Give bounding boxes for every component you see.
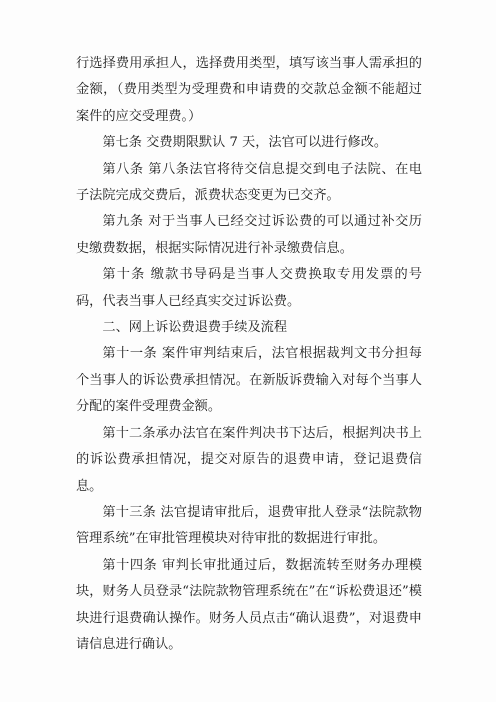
paragraph-continuation: 行选择费用承担人，选择费用类型，填写该当事人需承担的金额，（费用类型为受理费和申请费的交款总金额不能超过案件的应交受理费。） (76, 56, 422, 124)
paragraph-article-12: 第十二条承办法官在案件判决书下达后，根据判决书上的诉讼费承担情况，提交对原告的退费申请，登记退费信息。 (76, 425, 422, 494)
section-heading-refund: 二、网上诉讼费退费手续及流程 (102, 320, 288, 336)
paragraph-article-7: 第七条 交费期限默认 7 天，法官可以进行修改。 (102, 135, 388, 151)
paragraph-article-11: 第十一条 案件审判结束后，法官根据裁判文书分担每个当事人的诉讼费承担情况。在新版诉费输入对每个当事人分配的案件受理费金额。 (76, 346, 422, 415)
paragraph-article-8: 第八条 第八条法官将待交信息提交到电子法院、在电子法院完成交费后，派费状态变更为已交齐。 (76, 161, 422, 204)
paragraph-article-14: 第十四条 审判长审批通过后，数据流转至财务办理模块，财务人员登录“法院款物管理系统在”在“诉松费退还”模块进行退费确认操作。财务人员点击“确认退费”，对退费申请信息进行确认。 (76, 557, 422, 652)
paragraph-article-10: 第十条 缴款书导码是当事人交费换取专用发票的号码，代表当事人已经真实交过诉讼费。 (76, 267, 422, 309)
paragraph-article-9: 第九条 对于当事人已经交过诉讼费的可以通过补交历史缴费数据，根据实际情况进行补录缴费信息。 (76, 214, 422, 256)
document-body (76, 51, 422, 658)
paragraph-article-13: 第十三条 法官提请审批后，退费审批人登录“法院款物管理系统”在审批管理模块对待审批的数据进行审批。 (76, 504, 422, 547)
